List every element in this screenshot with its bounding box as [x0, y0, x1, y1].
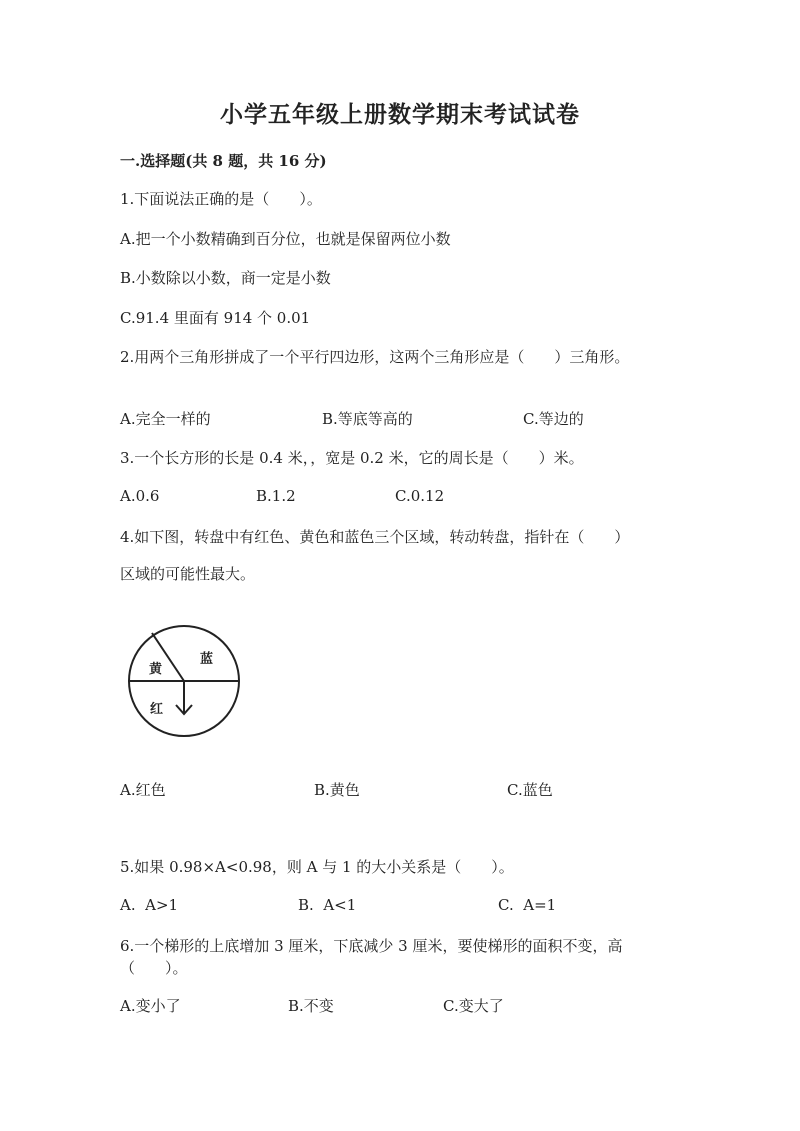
question-1-option-a: A.把一个小数精确到百分位，也就是保留两位小数 [120, 230, 451, 248]
question-2-option-b: B.等底等高的 [322, 410, 413, 428]
question-2-stem: 2.用两个三角形拼成了一个平行四边形，这两个三角形应是（ ）三角形。 [120, 348, 630, 366]
question-6-option-b: B.不变 [288, 997, 334, 1015]
question-2-option-c: C.等边的 [523, 410, 584, 428]
spinner-label-blue: 蓝 [200, 652, 214, 667]
question-2-option-a: A.完全一样的 [120, 410, 211, 428]
question-5-stem: 5.如果 0.98×A<0.98，则 A 与 1 的大小关系是（ ）。 [120, 858, 514, 876]
question-4-stem-line2: 区域的可能性最大。 [120, 565, 256, 583]
question-1-option-c: C.91.4 里面有 914 个 0.01 [120, 309, 311, 327]
question-6-option-a: A.变小了 [120, 997, 181, 1015]
question-6-option-c: C.变大了 [443, 997, 504, 1015]
question-3-option-c: C.0.12 [395, 487, 445, 505]
question-4-option-a: A.红色 [120, 781, 166, 799]
question-5-option-b: B. A<1 [298, 896, 357, 914]
question-6-stem-line1: 6.一个梯形的上底增加 3 厘米，下底减少 3 厘米，要使梯形的面积不变，高 [120, 937, 623, 955]
spinner-label-red: 红 [150, 702, 164, 717]
spinner-label-yellow: 黄 [149, 662, 163, 677]
question-3-option-a: A.0.6 [120, 487, 160, 505]
page-title: 小学五年级上册数学期末考试试卷 [220, 101, 580, 128]
question-4-option-b: B.黄色 [314, 781, 360, 799]
question-5-option-c: C. A=1 [498, 896, 557, 914]
question-3-stem: 3.一个长方形的长是 0.4 米，，宽是 0.2 米，它的周长是（ ）米。 [120, 449, 584, 467]
section-heading: 一.选择题(共 8 题，共 16 分) [120, 152, 327, 170]
question-3-option-b: B.1.2 [256, 487, 296, 505]
question-1-stem: 1.下面说法正确的是（ ）。 [120, 190, 322, 208]
question-1-option-b: B.小数除以小数，商一定是小数 [120, 269, 331, 287]
question-4-option-c: C.蓝色 [507, 781, 553, 799]
question-5-option-a: A. A>1 [120, 896, 179, 914]
question-6-stem-line2: （ ）。 [120, 959, 188, 977]
question-4-stem-line1: 4.如下图，转盘中有红色、黄色和蓝色三个区域，转动转盘，指针在（ ） [120, 528, 630, 546]
spinner-figure [120, 618, 250, 744]
